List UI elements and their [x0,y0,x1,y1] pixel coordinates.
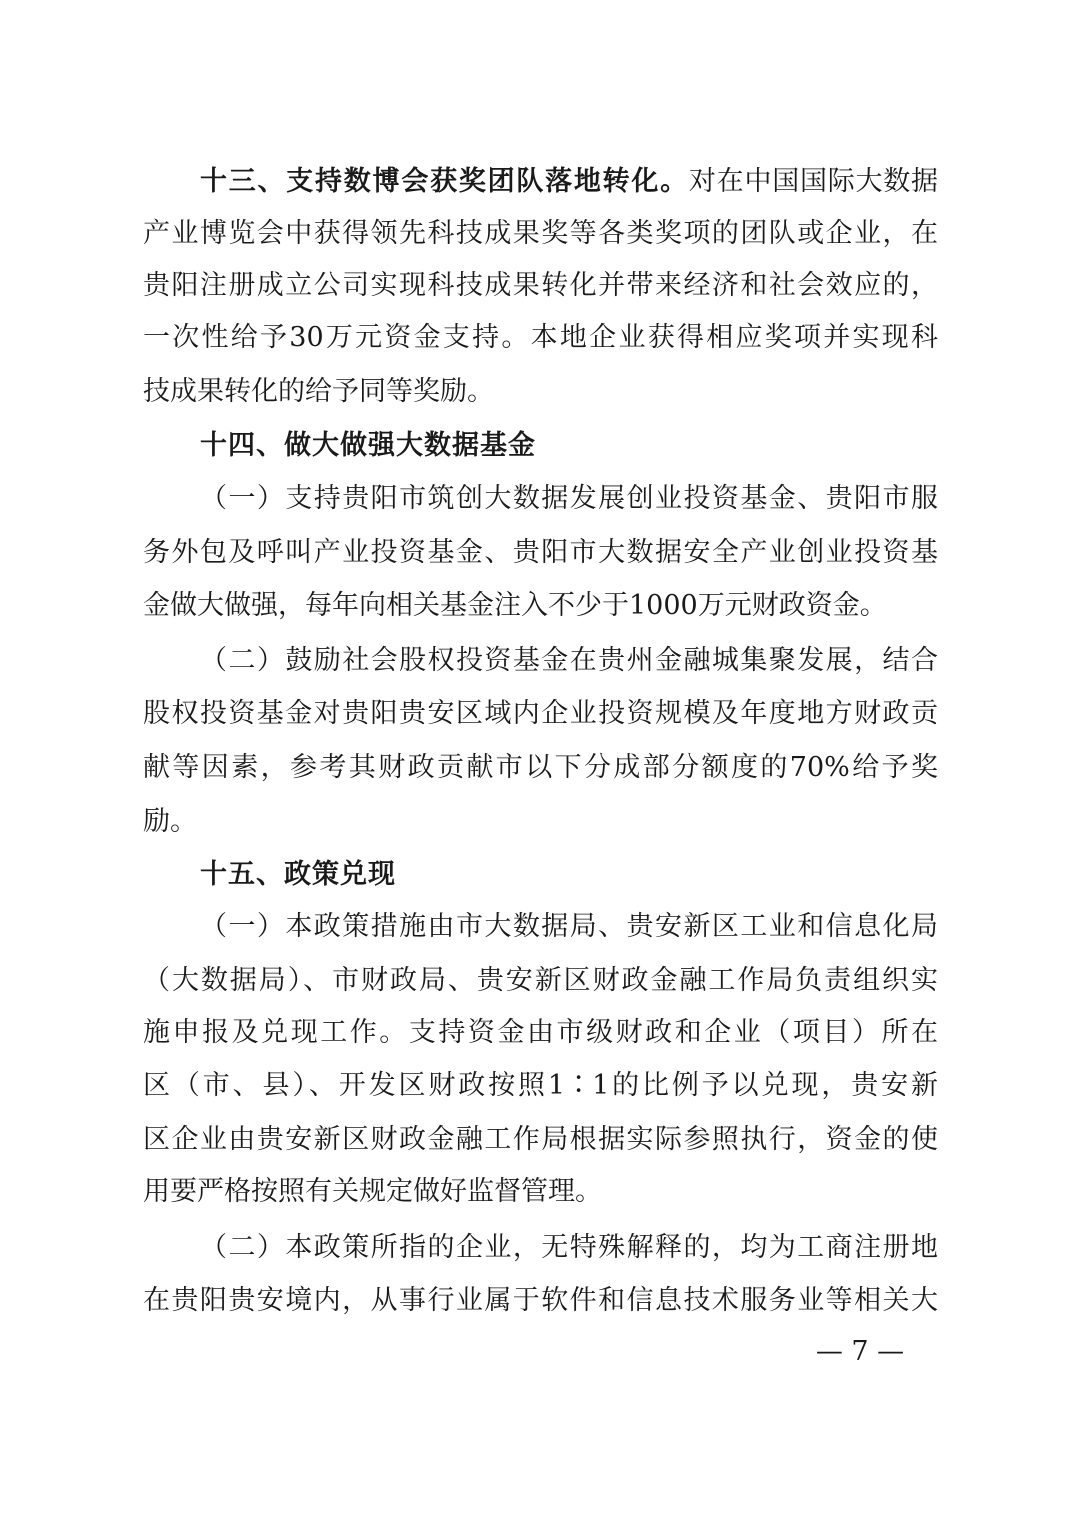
section-13-first-line [200,162,938,202]
body-line: 施申报及兑现工作。支持资金由市级财政和企业（项目）所在 [143,1017,938,1048]
body-line: 区企业由贵安新区财政金融工作局根据实际参照执行，资金的使 [143,1124,938,1155]
body-line: （一）支持贵阳市筑创大数据发展创业投资基金、贵阳市服 [200,483,938,514]
body-line: 贵阳注册成立公司实现科技成果转化并带来经济和社会效应的， [143,270,938,301]
body-line: 一次性给予30万元资金支持。本地企业获得相应奖项并实现科 [143,322,938,353]
section-13-heading: 十三、支持数博会获奖团队落地转化。 [200,166,689,197]
body-line: 励。 [143,806,197,837]
body-line: 献等因素，参考其财政贡献市以下分成部分额度的70%给予奖 [143,752,938,783]
body-line: （大数据局）、市财政局、贵安新区财政金融工作局负责组织实 [143,965,938,996]
section-15-heading: 十五、政策兑现 [200,859,396,890]
body-line: 产业博览会中获得领先科技成果奖等各类奖项的团队或企业，在 [143,218,938,249]
page-number: — 7 — [815,1336,905,1367]
body-line: 在贵阳贵安境内，从事行业属于软件和信息技术服务业等相关大 [143,1285,938,1316]
section-13-text: 对在中国国际大数据 [688,166,938,197]
body-line: （二）鼓励社会股权投资基金在贵州金融城集聚发展，结合 [200,645,938,676]
body-line: 技成果转化的给予同等奖励。 [143,376,494,407]
body-line: 用要严格按照有关规定做好监督管理。 [143,1176,602,1207]
body-line: 金做大做强，每年向相关基金注入不少于1000万元财政资金。 [143,590,887,621]
body-line: 股权投资基金对贵阳贵安区域内企业投资规模及年度地方财政贡 [143,698,938,729]
body-line: 区（市、县）、开发区财政按照1∶1的比例予以兑现，贵安新 [143,1070,938,1101]
body-line: 务外包及呼叫产业投资基金、贵阳市大数据安全产业创业投资基 [143,537,938,568]
body-line: （一）本政策措施由市大数据局、贵安新区工业和信息化局 [200,911,938,942]
section-14-heading: 十四、做大做强大数据基金 [200,430,536,461]
body-line: （二）本政策所指的企业，无特殊解释的，均为工商注册地 [200,1232,938,1263]
